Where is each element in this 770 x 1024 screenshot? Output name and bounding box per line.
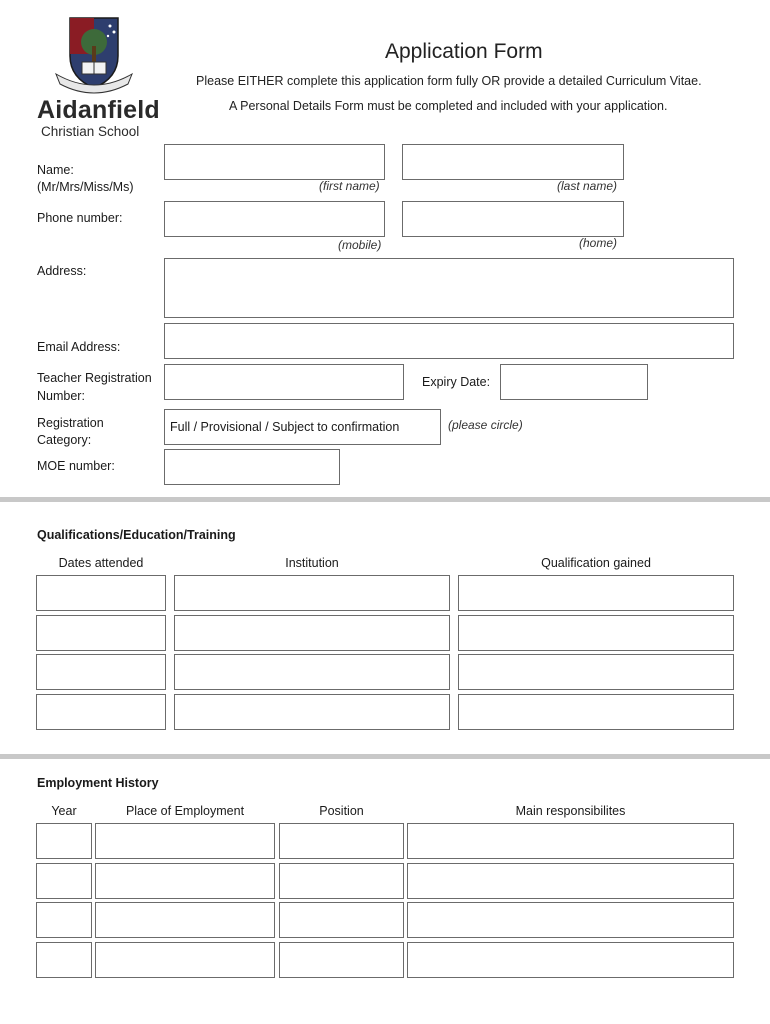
qual-institution-cell[interactable] bbox=[174, 654, 450, 690]
address-field[interactable] bbox=[164, 258, 734, 318]
first-name-hint: (first name) bbox=[319, 179, 380, 193]
emp-place-cell[interactable] bbox=[95, 863, 275, 899]
emp-year-cell[interactable] bbox=[36, 823, 92, 859]
qual-qualification-cell[interactable] bbox=[458, 694, 734, 730]
name-title-hint: (Mr/Mrs/Miss/Ms) bbox=[37, 180, 134, 194]
intro-line-2: A Personal Details Form must be completed and included with your application. bbox=[229, 99, 668, 113]
expiry-date-label: Expiry Date: bbox=[422, 375, 491, 389]
first-name-field[interactable] bbox=[164, 144, 385, 180]
emp-responsibilities-cell[interactable] bbox=[407, 942, 734, 978]
emp-col-place: Place of Employment bbox=[125, 804, 245, 818]
name-label: Name: bbox=[37, 163, 74, 177]
qualifications-heading: Qualifications/Education/Training bbox=[37, 528, 236, 542]
emp-position-cell[interactable] bbox=[279, 942, 404, 978]
qual-institution-cell[interactable] bbox=[174, 615, 450, 651]
reg-category-options[interactable] bbox=[164, 409, 441, 445]
qual-institution-cell[interactable] bbox=[174, 575, 450, 611]
emp-year-cell[interactable] bbox=[36, 902, 92, 938]
qual-institution-cell[interactable] bbox=[174, 694, 450, 730]
emp-responsibilities-cell[interactable] bbox=[407, 902, 734, 938]
emp-col-year: Year bbox=[51, 804, 77, 818]
expiry-date-field[interactable] bbox=[500, 364, 648, 400]
section-divider bbox=[0, 754, 770, 759]
email-field[interactable] bbox=[164, 323, 734, 359]
section-divider bbox=[0, 497, 770, 502]
emp-place-cell[interactable] bbox=[95, 902, 275, 938]
qual-col-dates: Dates attended bbox=[58, 556, 144, 570]
qual-dates-cell[interactable] bbox=[36, 654, 166, 690]
reg-category-options-text: Full / Provisional / Subject to confirmation bbox=[170, 420, 400, 434]
teacher-reg-label: Teacher Registration bbox=[37, 371, 152, 385]
emp-position-cell[interactable] bbox=[279, 823, 404, 859]
qual-qualification-cell[interactable] bbox=[458, 615, 734, 651]
last-name-hint: (last name) bbox=[557, 179, 618, 193]
qual-dates-cell[interactable] bbox=[36, 575, 166, 611]
employment-heading: Employment History bbox=[37, 776, 159, 790]
form-title: Application Form bbox=[385, 40, 543, 63]
mobile-phone-field[interactable] bbox=[164, 201, 385, 237]
qual-col-qualification: Qualification gained bbox=[541, 556, 651, 570]
qual-dates-cell[interactable] bbox=[36, 694, 166, 730]
school-name: Aidanfield bbox=[37, 96, 160, 124]
emp-year-cell[interactable] bbox=[36, 942, 92, 978]
qual-qualification-cell[interactable] bbox=[458, 654, 734, 690]
reg-category-hint: (please circle) bbox=[448, 418, 523, 432]
home-hint: (home) bbox=[579, 236, 618, 250]
teacher-reg-number-field[interactable] bbox=[164, 364, 404, 400]
last-name-field[interactable] bbox=[402, 144, 624, 180]
reg-category-label: Registration bbox=[37, 416, 104, 430]
emp-position-cell[interactable] bbox=[279, 863, 404, 899]
mobile-hint: (mobile) bbox=[338, 238, 382, 252]
qual-dates-cell[interactable] bbox=[36, 615, 166, 651]
emp-place-cell[interactable] bbox=[95, 942, 275, 978]
emp-position-cell[interactable] bbox=[279, 902, 404, 938]
emp-responsibilities-cell[interactable] bbox=[407, 863, 734, 899]
school-subtitle: Christian School bbox=[41, 124, 140, 139]
intro-line-1: Please EITHER complete this application form fully OR provide a detailed Curriculum Vitae. bbox=[196, 74, 702, 88]
emp-year-cell[interactable] bbox=[36, 863, 92, 899]
address-label: Address: bbox=[37, 264, 87, 278]
teacher-reg-label-2: Number: bbox=[37, 389, 85, 403]
home-phone-field[interactable] bbox=[402, 201, 624, 237]
email-label: Email Address: bbox=[37, 340, 121, 354]
moe-number-label: MOE number: bbox=[37, 459, 115, 473]
emp-col-responsibilities: Main responsibilites bbox=[515, 804, 626, 818]
phone-label: Phone number: bbox=[37, 211, 123, 225]
emp-responsibilities-cell[interactable] bbox=[407, 823, 734, 859]
qual-col-institution: Institution bbox=[285, 556, 339, 570]
school-crest-logo bbox=[52, 16, 136, 96]
reg-category-label-2: Category: bbox=[37, 433, 92, 447]
qual-qualification-cell[interactable] bbox=[458, 575, 734, 611]
emp-col-position: Position bbox=[319, 804, 364, 818]
emp-place-cell[interactable] bbox=[95, 823, 275, 859]
moe-number-field[interactable] bbox=[164, 449, 340, 485]
